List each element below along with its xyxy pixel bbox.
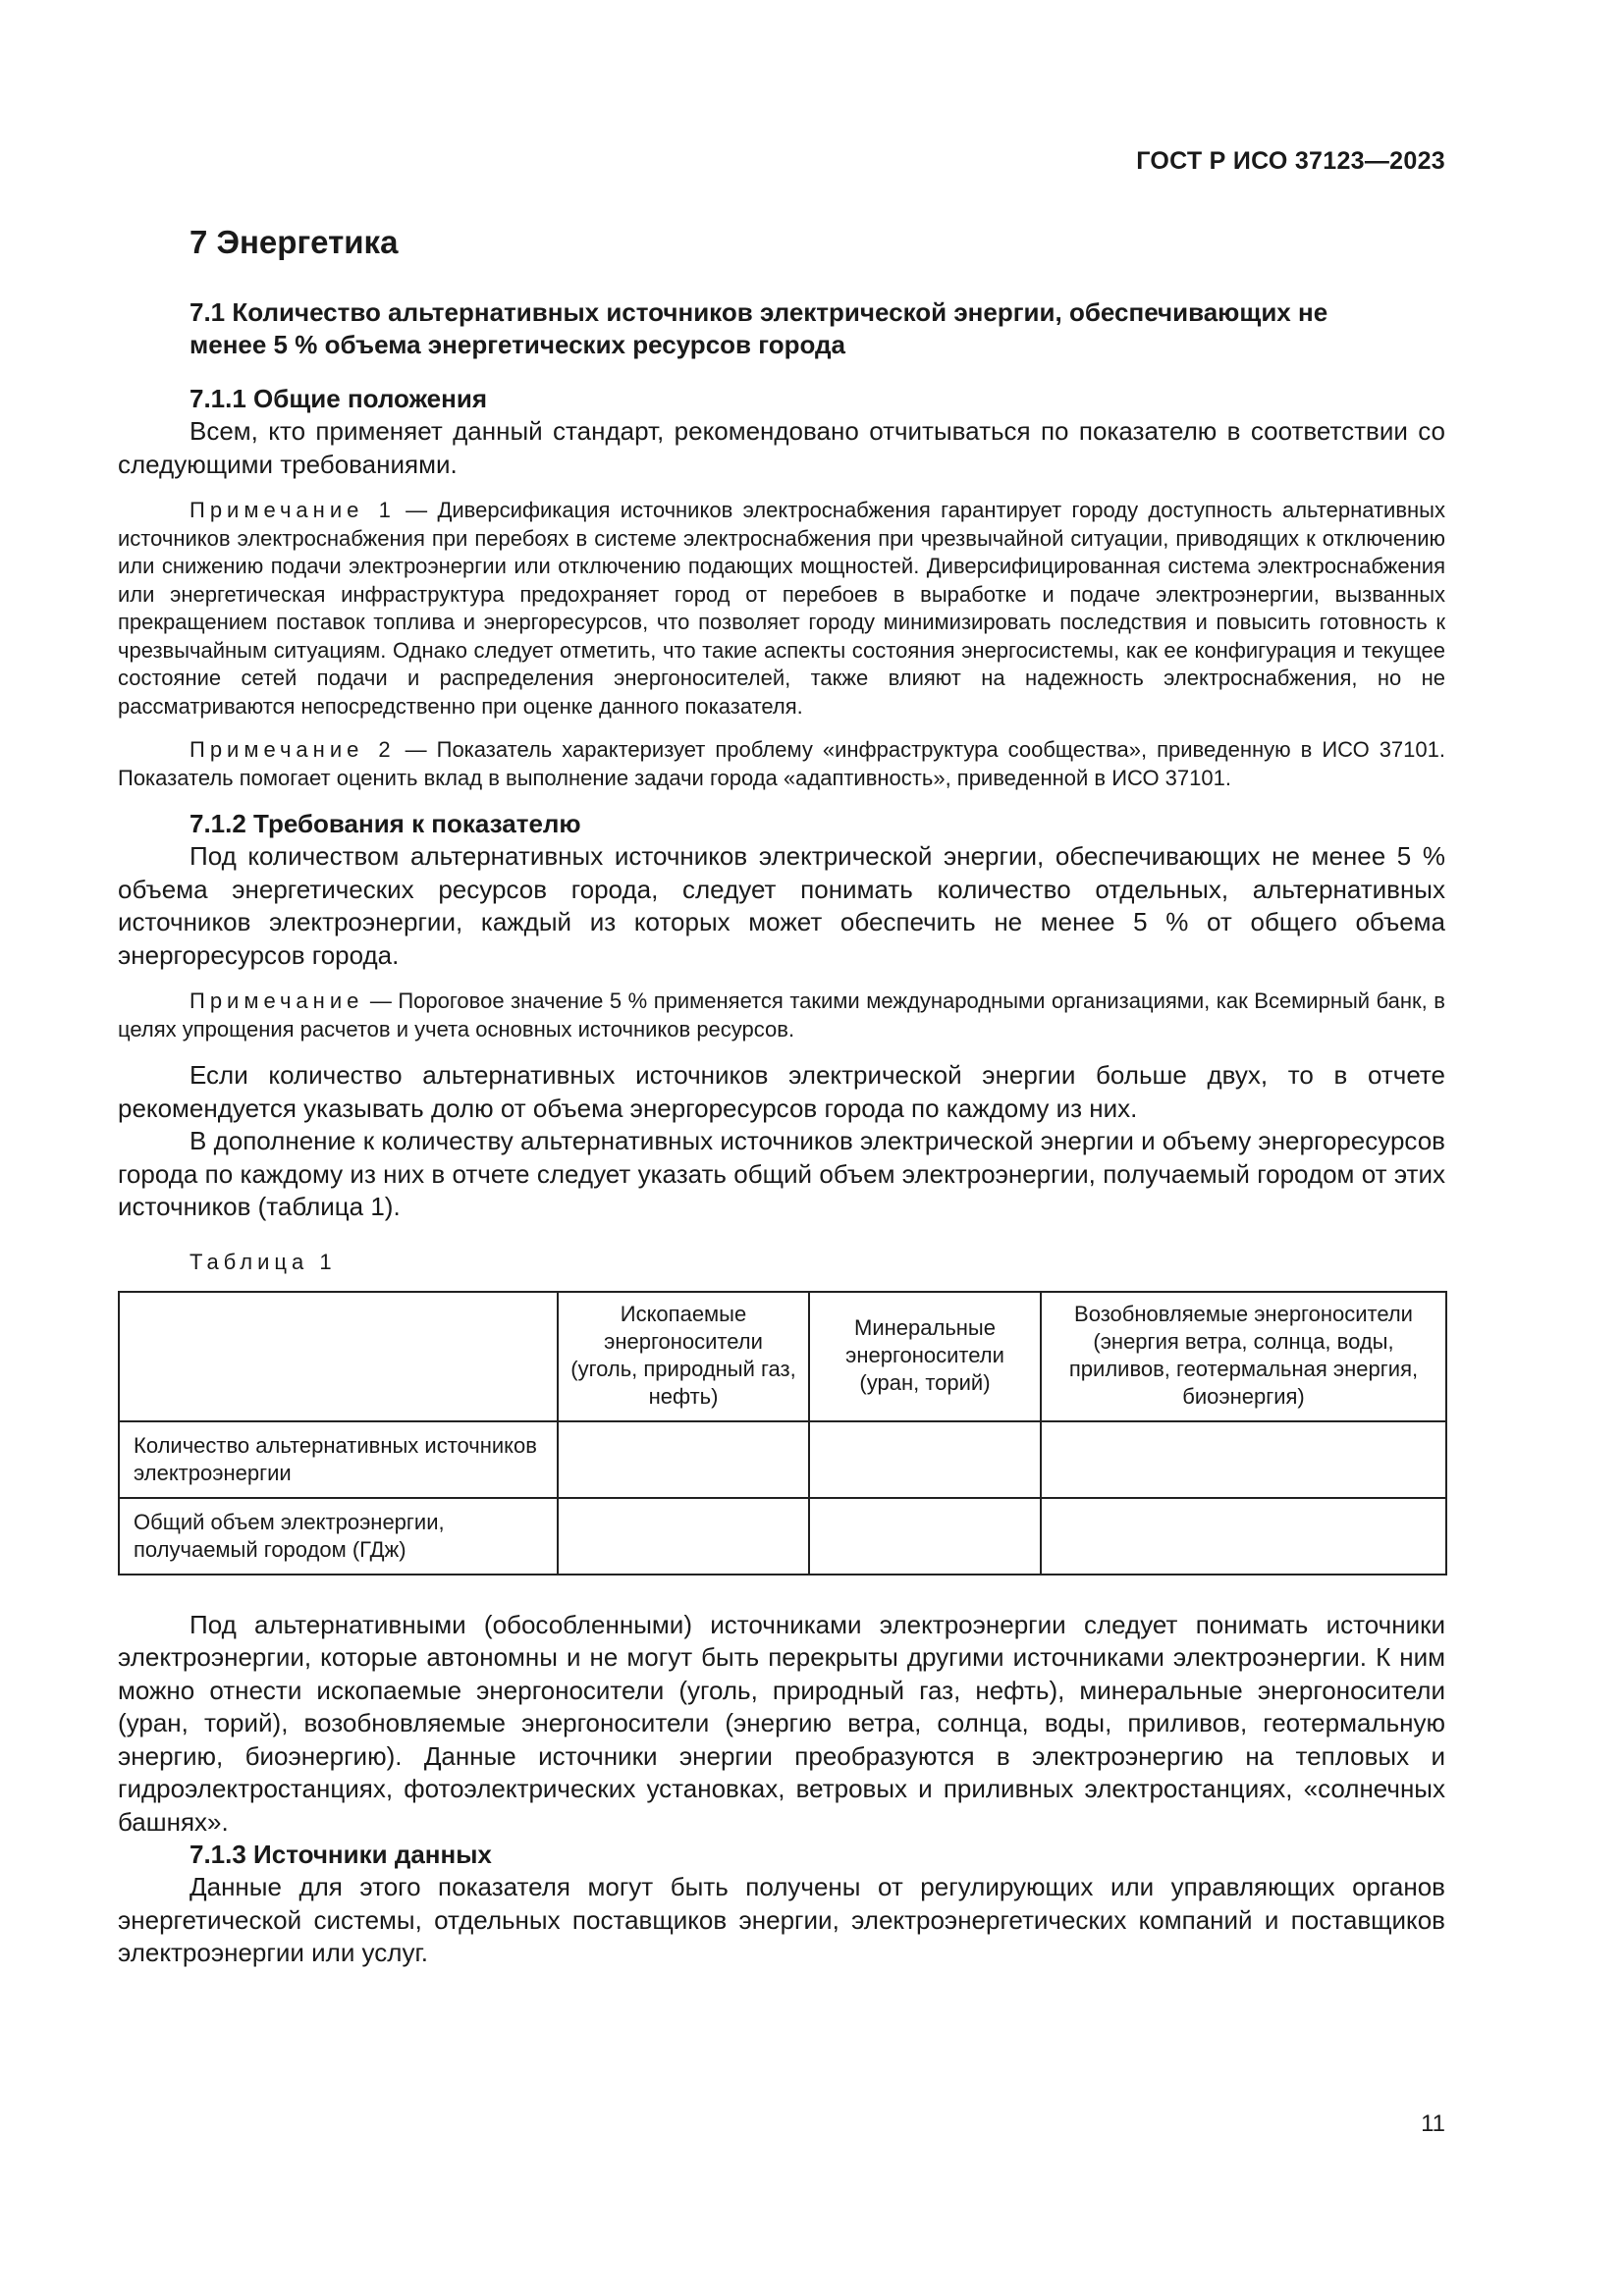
note-2-label: Примечание 2: [189, 737, 396, 762]
general-intro-paragraph: Всем, кто применяет данный стандарт, рекомендовано отчитываться по показателю в соответствии со следующими требованиями.: [118, 416, 1445, 479]
table-header-mineral: Минеральные энергоносители (уран, торий): [809, 1292, 1041, 1421]
table-cell: [1041, 1498, 1446, 1575]
table-cell: [809, 1498, 1041, 1575]
table-header-fossil: Ископаемые энергоносители (уголь, природный газ, нефть): [558, 1292, 809, 1421]
table-cell: [558, 1498, 809, 1575]
requirements-paragraph-3: В дополнение к количеству альтернативных источников электрической энергии и объему энергоресурсов города по каждому из них в отчете следует указать общий объем электроэнергии, получаемый городом от этих источников (таблица 1).: [118, 1126, 1445, 1221]
data-sources-title: 7.1.3 Источники данных: [189, 1840, 492, 1869]
requirements-note-text: — Пороговое значение 5 % применяется такими международными организациями, как Всемирный банк, в целях упрощения расчетов и учета основных источников ресурсов.: [118, 988, 1445, 1041]
subsection-title: 7.1 Количество альтернативных источников электрической энергии, обеспечивающих не менее 5 % объема энергетических ресурсов города: [189, 297, 1328, 359]
note-1-text: — Диверсификация источников электроснабжения гарантирует городу доступность альтернативных источников электроснабжения при перебоях в системе электроснабжения при чрезвычайной ситуации, приводящих к отключению или снижению подачи электроэнергии или отключению подающих мощностей. Диверсифицированная система электроснабжения или энергетическая инфраструктура предохраняет город от перебоев в выработке и подаче электроэнергии, вызванных прекращением поставок топлива и энергоресурсов, что позволяет городу минимизировать последствия и повысить готовность к чрезвычайным ситуациям. Однако следует отметить, что такие аспекты состояния энергосистемы, как ее конфигурация и текущее состояние сетей подачи и распределения энергоносителей, также влияют на надежность электроснабжения, но не рассматриваются непосредственно при оценке данного показателя.: [118, 498, 1445, 719]
note-2-text: — Показатель характеризует проблему «инфраструктура сообщества», приведенную в ИСО 37101. Показатель помогает оценить вклад в выполнение задачи города «адаптивность», приведенной в ИСО 37101.: [118, 737, 1445, 790]
note-1: [118, 497, 1445, 721]
requirements-title: 7.1.2 Требования к показателю: [189, 809, 581, 838]
requirements-note: [118, 988, 1445, 1043]
table-cell: [558, 1421, 809, 1498]
after-table-paragraph: Под альтернативными (обособленными) источниками электроэнергии следует понимать источники электроэнергии, которые автономны и не могут быть перекрыты другими источниками электроэнергии. К ним можно отнести ископаемые энергоносители (уголь, природный газ, нефть), минеральные энергоносители (уран, торий), возобновляемые энергоносители (энергию ветра, солнца, воды, приливов, геотермальную энергию, биоэнергию). Данные источники энергии преобразуются в электроэнергию на тепловых и гидроэлектростанциях, фотоэлектрических установках, ветровых и приливных электростанциях, «солнечных башнях».: [118, 1609, 1445, 1837]
requirements-paragraph-1: Под количеством альтернативных источников электрической энергии, обеспечивающих не менее 5 % объема энергетических ресурсов города, следует понимать количество отдельных, альтернативных источников электроэнергии, каждый из которых может обеспечить не менее 5 % от общего объема энергоресурсов города.: [118, 841, 1445, 970]
table-row: [119, 1498, 1446, 1575]
table-cell: [809, 1421, 1041, 1498]
requirements-note-label: Примечание: [189, 988, 364, 1013]
table-cell: [1041, 1421, 1446, 1498]
requirements-paragraph-2: Если количество альтернативных источников электрической энергии больше двух, то в отчете рекомендуется указывать долю от объема энергоресурсов города по каждому из них.: [118, 1060, 1445, 1123]
table-header-renewable: Возобновляемые энергоносители (энергия ветра, солнца, воды, приливов, геотермальная энергия, биоэнергия): [1041, 1292, 1446, 1421]
page-number: 11: [1421, 2110, 1445, 2137]
note-1-label: Примечание 1: [189, 498, 396, 522]
energy-sources-table: [118, 1291, 1447, 1575]
data-sources-paragraph: Данные для этого показателя могут быть получены от регулирующих или управляющих органов энергетической системы, отдельных поставщиков энергии, электроэнергетических компаний и поставщиков электроэнергии или услуг.: [118, 1872, 1445, 1967]
table-header-cell-empty: [119, 1292, 558, 1421]
table-caption: Таблица 1: [189, 1249, 337, 1274]
table-header-row: [119, 1292, 1446, 1421]
page-content: [118, 224, 1445, 1970]
table-row-label: Общий объем электроэнергии, получаемый городом (ГДж): [119, 1498, 558, 1575]
general-provisions-title: 7.1.1 Общие положения: [189, 384, 487, 413]
table-row: [119, 1421, 1446, 1498]
table-row-label: Количество альтернативных источников электроэнергии: [119, 1421, 558, 1498]
note-2: [118, 736, 1445, 792]
standard-code: ГОСТ Р ИСО 37123—2023: [1136, 147, 1445, 175]
section-title: 7 Энергетика: [189, 224, 399, 260]
